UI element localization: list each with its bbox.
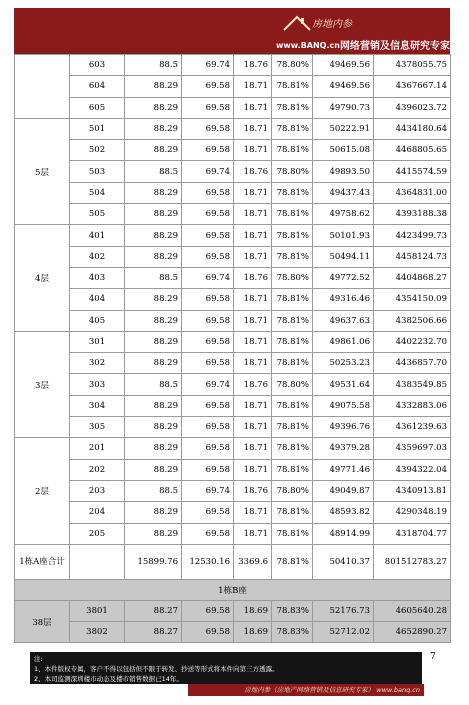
value-cell: 69.58	[182, 502, 234, 523]
value-cell: 49075.58	[313, 395, 374, 416]
value-cell: 18.76	[234, 374, 272, 395]
value-cell: 69.58	[182, 204, 234, 225]
value-cell: 49772.52	[313, 267, 374, 288]
value-cell: 69.58	[182, 97, 234, 118]
value-cell: 88.29	[125, 289, 182, 310]
value-cell: 88.27	[125, 600, 182, 621]
room-cell: 603	[70, 55, 125, 76]
room-cell: 305	[70, 417, 125, 438]
value-cell: 50494.11	[313, 246, 374, 267]
value-cell: 18.71	[234, 502, 272, 523]
table-row	[15, 502, 451, 523]
value-cell: 18.71	[234, 118, 272, 139]
value-cell: 801512783.27	[374, 544, 451, 579]
floor-cell: 38层	[15, 600, 70, 643]
table-row	[15, 97, 451, 118]
room-cell: 205	[70, 523, 125, 544]
value-cell: 4318704.77	[374, 523, 451, 544]
value-cell: 78.80%	[272, 267, 313, 288]
value-cell: 78.81%	[272, 76, 313, 97]
value-cell: 49469.56	[313, 55, 374, 76]
value-cell: 78.81%	[272, 353, 313, 374]
table-row	[15, 246, 451, 267]
value-cell: 88.29	[125, 502, 182, 523]
value-cell: 4367667.14	[374, 76, 451, 97]
value-cell: 4340913.81	[374, 480, 451, 501]
value-cell: 15899.76	[125, 544, 182, 579]
floor-cell: 2层	[15, 438, 70, 544]
value-cell: 50253.23	[313, 353, 374, 374]
value-cell: 48914.99	[313, 523, 374, 544]
room-cell: 404	[70, 289, 125, 310]
value-cell: 88.29	[125, 140, 182, 161]
value-cell: 69.58	[182, 331, 234, 352]
value-cell: 78.81%	[272, 523, 313, 544]
value-cell: 49396.76	[313, 417, 374, 438]
page-number: 7	[430, 652, 436, 662]
room-cell: 202	[70, 459, 125, 480]
value-cell: 78.81%	[272, 310, 313, 331]
table-row	[15, 289, 451, 310]
value-cell: 88.29	[125, 118, 182, 139]
room-cell: 605	[70, 97, 125, 118]
room-cell: 204	[70, 502, 125, 523]
value-cell: 88.29	[125, 331, 182, 352]
table-row	[15, 76, 451, 97]
value-cell: 4423499.73	[374, 225, 451, 246]
value-cell: 88.29	[125, 523, 182, 544]
value-cell: 4396023.72	[374, 97, 451, 118]
floor-cell: 5层	[15, 118, 70, 224]
value-cell: 4402232.70	[374, 331, 451, 352]
value-cell: 49771.46	[313, 459, 374, 480]
value-cell: 4361239.63	[374, 417, 451, 438]
total-row	[15, 544, 451, 579]
value-cell: 18.71	[234, 353, 272, 374]
room-cell: 502	[70, 140, 125, 161]
value-cell: 69.58	[182, 76, 234, 97]
value-cell: 4468805.65	[374, 140, 451, 161]
room-cell: 401	[70, 225, 125, 246]
value-cell: 88.29	[125, 417, 182, 438]
value-cell: 18.76	[234, 267, 272, 288]
value-cell: 69.58	[182, 417, 234, 438]
price-table	[14, 54, 451, 643]
value-cell: 69.58	[182, 246, 234, 267]
value-cell: 88.29	[125, 182, 182, 203]
notes-title: 注:	[34, 655, 43, 663]
value-cell: 69.58	[182, 622, 234, 643]
value-cell: 78.81%	[272, 395, 313, 416]
value-cell: 88.29	[125, 76, 182, 97]
value-cell: 18.71	[234, 225, 272, 246]
value-cell: 49531.64	[313, 374, 374, 395]
value-cell: 88.29	[125, 353, 182, 374]
value-cell: 18.76	[234, 161, 272, 182]
section-header-row	[15, 579, 451, 600]
value-cell: 18.71	[234, 310, 272, 331]
value-cell: 18.71	[234, 459, 272, 480]
value-cell: 69.58	[182, 118, 234, 139]
value-cell: 50615.08	[313, 140, 374, 161]
value-cell: 18.69	[234, 622, 272, 643]
value-cell: 4652890.27	[374, 622, 451, 643]
value-cell: 78.80%	[272, 374, 313, 395]
value-cell: 78.83%	[272, 600, 313, 621]
value-cell: 4290348.19	[374, 502, 451, 523]
value-cell: 18.76	[234, 480, 272, 501]
room-cell: 3802	[70, 622, 125, 643]
table-row	[15, 140, 451, 161]
value-cell: 88.29	[125, 310, 182, 331]
value-cell: 78.80%	[272, 161, 313, 182]
value-cell: 49469.56	[313, 76, 374, 97]
value-cell: 88.29	[125, 438, 182, 459]
table-row	[15, 353, 451, 374]
value-cell: 49637.63	[313, 310, 374, 331]
value-cell: 78.81%	[272, 246, 313, 267]
note-line: 1、本件版权专属，客户不得以包括但不限于转发、抄送等形式将本件向第三方透露。	[34, 665, 279, 673]
value-cell: 88.29	[125, 225, 182, 246]
value-cell: 78.81%	[272, 118, 313, 139]
value-cell: 18.71	[234, 246, 272, 267]
value-cell: 12530.16	[182, 544, 234, 579]
room-cell: 402	[70, 246, 125, 267]
value-cell: 49893.50	[313, 161, 374, 182]
value-cell: 78.81%	[272, 544, 313, 579]
house-roof-icon	[282, 14, 312, 32]
value-cell: 88.27	[125, 622, 182, 643]
room-cell: 504	[70, 182, 125, 203]
value-cell: 4415574.59	[374, 161, 451, 182]
room-cell: 301	[70, 331, 125, 352]
value-cell: 50222.91	[313, 118, 374, 139]
header-banner	[14, 8, 450, 54]
table-row	[15, 374, 451, 395]
value-cell: 4436857.70	[374, 353, 451, 374]
value-cell: 4383549.85	[374, 374, 451, 395]
value-cell: 18.69	[234, 600, 272, 621]
table-row	[15, 55, 451, 76]
table-row	[15, 417, 451, 438]
value-cell: 4605640.28	[374, 600, 451, 621]
table-row	[15, 225, 451, 246]
value-cell: 49437.43	[313, 182, 374, 203]
value-cell: 88.29	[125, 97, 182, 118]
value-cell: 18.71	[234, 204, 272, 225]
room-cell: 3801	[70, 600, 125, 621]
value-cell: 49790.73	[313, 97, 374, 118]
value-cell: 88.29	[125, 204, 182, 225]
room-cell: 302	[70, 353, 125, 374]
value-cell: 18.71	[234, 140, 272, 161]
value-cell: 69.74	[182, 267, 234, 288]
table-row	[15, 438, 451, 459]
value-cell: 78.81%	[272, 417, 313, 438]
table-row	[15, 600, 451, 621]
value-cell: 48593.82	[313, 502, 374, 523]
value-cell: 49861.06	[313, 331, 374, 352]
room-cell: 203	[70, 480, 125, 501]
value-cell: 78.81%	[272, 204, 313, 225]
value-cell: 69.58	[182, 459, 234, 480]
value-cell: 18.71	[234, 395, 272, 416]
value-cell: 78.81%	[272, 331, 313, 352]
value-cell: 78.81%	[272, 140, 313, 161]
value-cell: 3369.6	[234, 544, 272, 579]
value-cell: 78.83%	[272, 622, 313, 643]
value-cell: 18.71	[234, 182, 272, 203]
value-cell: 4434180.64	[374, 118, 451, 139]
value-cell: 69.58	[182, 182, 234, 203]
logo-text: 房地内参	[312, 19, 352, 30]
room-cell: 604	[70, 76, 125, 97]
room-cell: 405	[70, 310, 125, 331]
table-row	[15, 459, 451, 480]
value-cell: 49049.87	[313, 480, 374, 501]
value-cell: 69.74	[182, 161, 234, 182]
value-cell: 4382506.66	[374, 310, 451, 331]
footer-brand-bar: 房地内参（房地产网络营销及信息研究专家） www.banq.cn	[188, 684, 424, 696]
value-cell: 18.71	[234, 76, 272, 97]
room-cell: 501	[70, 118, 125, 139]
table-row	[15, 118, 451, 139]
value-cell: 52712.02	[313, 622, 374, 643]
total-label: 1栋A座合计	[15, 544, 70, 579]
value-cell: 4393188.38	[374, 204, 451, 225]
value-cell: 69.58	[182, 395, 234, 416]
value-cell: 78.81%	[272, 459, 313, 480]
value-cell: 88.5	[125, 480, 182, 501]
value-cell: 69.58	[182, 140, 234, 161]
value-cell: 78.81%	[272, 182, 313, 203]
value-cell: 50410.37	[313, 544, 374, 579]
value-cell: 18.71	[234, 438, 272, 459]
floor-cell: 3层	[15, 331, 70, 437]
table-row	[15, 622, 451, 643]
footer-notes	[30, 652, 422, 684]
value-cell: 4404868.27	[374, 267, 451, 288]
value-cell: 88.5	[125, 267, 182, 288]
value-cell: 4394322.04	[374, 459, 451, 480]
room-cell: 304	[70, 395, 125, 416]
value-cell: 69.58	[182, 523, 234, 544]
value-cell: 78.81%	[272, 289, 313, 310]
value-cell: 69.58	[182, 289, 234, 310]
value-cell: 18.71	[234, 97, 272, 118]
value-cell: 88.29	[125, 395, 182, 416]
value-cell: 49758.62	[313, 204, 374, 225]
value-cell: 88.5	[125, 55, 182, 76]
value-cell: 4378055.75	[374, 55, 451, 76]
table-row	[15, 267, 451, 288]
value-cell: 18.71	[234, 289, 272, 310]
value-cell: 69.74	[182, 480, 234, 501]
table-row	[15, 204, 451, 225]
value-cell: 4359697.03	[374, 438, 451, 459]
value-cell: 4354150.09	[374, 289, 451, 310]
room-cell: 505	[70, 204, 125, 225]
table-row	[15, 161, 451, 182]
room-cell: 201	[70, 438, 125, 459]
note-line: 2、本司监测深圳楼市动态及楼市销售数据已14年。	[34, 675, 183, 683]
room-cell: 503	[70, 161, 125, 182]
table-row	[15, 395, 451, 416]
value-cell: 78.80%	[272, 480, 313, 501]
value-cell: 78.81%	[272, 502, 313, 523]
value-cell: 18.76	[234, 55, 272, 76]
table-row	[15, 310, 451, 331]
room-cell	[70, 544, 125, 579]
value-cell: 52176.73	[313, 600, 374, 621]
value-cell: 78.81%	[272, 97, 313, 118]
value-cell: 69.58	[182, 225, 234, 246]
value-cell: 18.71	[234, 417, 272, 438]
room-cell: 403	[70, 267, 125, 288]
value-cell: 88.29	[125, 459, 182, 480]
table-row	[15, 523, 451, 544]
value-cell: 69.58	[182, 438, 234, 459]
value-cell: 49379.28	[313, 438, 374, 459]
table-row	[15, 182, 451, 203]
value-cell: 4458124.73	[374, 246, 451, 267]
table-row	[15, 331, 451, 352]
value-cell: 88.29	[125, 246, 182, 267]
value-cell: 4332883.06	[374, 395, 451, 416]
table-row	[15, 480, 451, 501]
value-cell: 69.74	[182, 374, 234, 395]
value-cell: 69.74	[182, 55, 234, 76]
value-cell: 78.81%	[272, 438, 313, 459]
value-cell: 69.58	[182, 310, 234, 331]
value-cell: 69.58	[182, 353, 234, 374]
value-cell: 49316.46	[313, 289, 374, 310]
value-cell: 78.81%	[272, 225, 313, 246]
value-cell: 18.71	[234, 331, 272, 352]
floor-cell	[15, 55, 70, 119]
header-tagline: 网络营销及信息研究专家	[340, 41, 450, 52]
value-cell: 4364831.00	[374, 182, 451, 203]
value-cell: 18.71	[234, 523, 272, 544]
value-cell: 69.58	[182, 600, 234, 621]
section-title: 1栋B座	[15, 579, 451, 600]
value-cell: 88.5	[125, 161, 182, 182]
value-cell: 78.80%	[272, 55, 313, 76]
room-cell: 303	[70, 374, 125, 395]
value-cell: 50101.93	[313, 225, 374, 246]
value-cell: 88.5	[125, 374, 182, 395]
floor-cell: 4层	[15, 225, 70, 331]
logo-url: www.BANQ.cn	[276, 41, 340, 50]
